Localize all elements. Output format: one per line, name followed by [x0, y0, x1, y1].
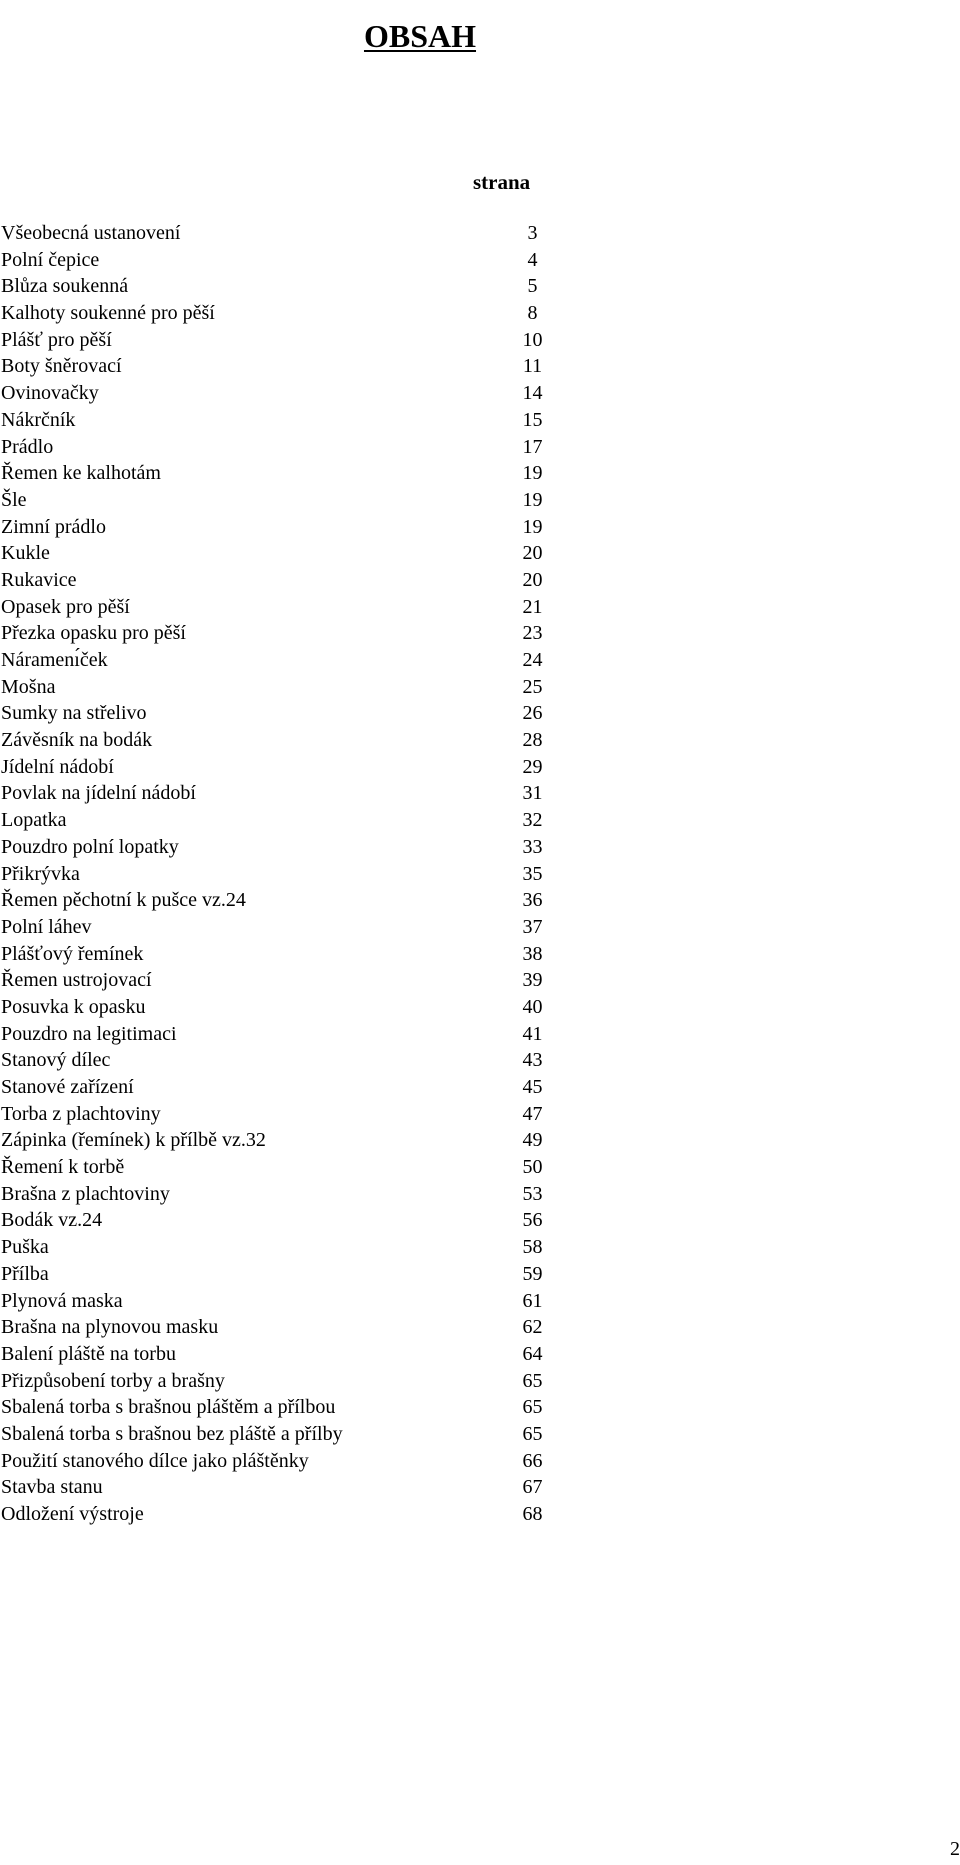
toc-entry-page: 24: [522, 649, 543, 671]
toc-entry-page: 26: [522, 702, 543, 725]
toc-entry-page: 65: [522, 1422, 543, 1445]
toc-entry-title: Zimní prádlo: [1, 515, 106, 538]
toc-entry-title: Mošna: [1, 675, 56, 698]
toc-entry-page: 66: [522, 1449, 543, 1472]
toc-entry-page: 35: [522, 862, 543, 885]
page-title: OBSAH: [363, 18, 477, 55]
toc-entry: [1, 460, 561, 487]
toc-entry: [1, 834, 561, 861]
toc-entry-title: Přílba: [1, 1262, 49, 1285]
toc-entry-page: 64: [522, 1342, 543, 1365]
toc-entry: [1, 727, 561, 754]
toc-entry-title: Posuvka k opasku: [1, 995, 146, 1018]
toc-entry: [1, 1501, 561, 1528]
toc-entry: [1, 247, 561, 274]
toc-entry-page: 19: [522, 462, 543, 485]
toc-entry-title: Stanový dílec: [1, 1049, 111, 1072]
toc-entry-page: 20: [522, 542, 543, 565]
toc-entry-title: Šle: [1, 488, 27, 511]
toc-entry-title: Boty šněrovací: [1, 355, 122, 378]
toc-entry-title: Zápinka (řemínek) k přílbě vz.32: [1, 1129, 266, 1152]
toc-entry: [1, 487, 561, 514]
toc-entry: [1, 1047, 561, 1074]
toc-entry: [1, 994, 561, 1021]
toc-entry: [1, 620, 561, 647]
toc-entry-title: Plynová maska: [1, 1289, 123, 1312]
toc-entry-page: 68: [522, 1503, 543, 1525]
toc-entry: [1, 407, 561, 434]
toc-entry-page: 17: [522, 435, 543, 458]
toc-entry-title: Brašna na plynovou masku: [1, 1316, 219, 1339]
toc-entry-title: Balení pláště na torbu: [1, 1342, 176, 1365]
toc-entry: [1, 1074, 561, 1101]
toc-entry: [1, 967, 561, 994]
toc-entry: [1, 1288, 561, 1315]
toc-entry: [1, 327, 561, 354]
toc-entry-page: 41: [522, 1022, 543, 1045]
toc-entry: [1, 1101, 561, 1128]
toc-entry-page: 23: [522, 622, 543, 645]
toc-entry-page: 31: [522, 782, 543, 805]
toc-entry: [1, 514, 561, 541]
toc-entry: [1, 647, 561, 674]
toc-entry: [1, 914, 561, 941]
toc-entry-title: Stanové zařízení: [1, 1076, 134, 1098]
toc-entry-page: 40: [522, 995, 543, 1018]
toc-entry-page: 20: [522, 568, 543, 591]
toc-entry: [1, 540, 561, 567]
toc-entry-title: Přikrývka: [1, 862, 80, 885]
toc-entry-title: Polní čepice: [1, 248, 100, 271]
toc-entry-title: Prádlo: [1, 435, 54, 458]
toc-entry-title: Torba z plachtoviny: [1, 1102, 161, 1125]
toc-entry: [1, 1127, 561, 1154]
toc-entry-title: Kukle: [1, 542, 50, 565]
toc-entry: [1, 1154, 561, 1181]
toc-entry-title: Polní láhev: [1, 915, 92, 938]
toc-entry-title: Sumky na střelivo: [1, 702, 147, 725]
toc-entry-title: Řemen ustrojovací: [1, 969, 152, 992]
toc-entry-page: 49: [522, 1129, 543, 1152]
toc-entry-title: Přezka opasku pro pěší: [1, 622, 186, 645]
toc-entry: [1, 674, 561, 701]
toc-entry: [1, 807, 561, 834]
toc-entry-page: 39: [522, 969, 543, 992]
toc-entry-page: 65: [522, 1369, 543, 1392]
toc-entry: [1, 594, 561, 621]
toc-entry: [1, 1314, 561, 1341]
toc-entry: [1, 941, 561, 968]
toc-entry-page: 3: [527, 222, 538, 244]
toc-entry-page: 61: [522, 1289, 543, 1312]
toc-entry-title: Jídelní nádobí: [1, 755, 114, 778]
toc-entry: [1, 700, 561, 727]
table-of-contents: [1, 220, 561, 1528]
toc-entry-page: 8: [527, 302, 538, 325]
toc-entry: [1, 780, 561, 807]
toc-entry-title: Kalhoty soukenné pro pěší: [1, 302, 215, 325]
toc-entry-page: 32: [522, 809, 543, 832]
toc-entry-page: 62: [522, 1316, 543, 1339]
toc-entry-title: Ovinovačky: [1, 382, 99, 405]
toc-entry-title: Řemen ke kalhotám: [1, 462, 161, 485]
toc-entry-page: 36: [522, 889, 543, 912]
toc-entry-page: 47: [522, 1102, 543, 1125]
toc-entry-page: 21: [522, 595, 543, 618]
toc-entry: [1, 380, 561, 407]
toc-entry-page: 5: [527, 275, 538, 298]
toc-entry-title: Řemení k torbě: [1, 1156, 125, 1179]
toc-entry-page: 58: [522, 1236, 543, 1259]
toc-entry-page: 50: [522, 1156, 543, 1179]
toc-entry-page: 33: [522, 835, 543, 858]
toc-entry: [1, 273, 561, 300]
toc-entry: [1, 1368, 561, 1395]
toc-entry-title: Sbalená torba s brašnou bez pláště a přílby: [1, 1422, 343, 1445]
toc-entry: [1, 1261, 561, 1288]
toc-entry: [1, 1207, 561, 1234]
toc-entry-page: 28: [522, 729, 543, 752]
toc-entry-page: 59: [522, 1262, 543, 1285]
toc-entry-page: 11: [522, 355, 543, 378]
toc-entry-page: 15: [522, 408, 543, 431]
toc-entry: [1, 434, 561, 461]
toc-entry: [1, 1421, 561, 1448]
page-column-header: strana: [473, 170, 531, 194]
toc-entry: [1, 754, 561, 781]
toc-entry: [1, 1021, 561, 1048]
toc-entry-title: Opasek pro pěší: [1, 595, 130, 618]
toc-entry-title: Všeobecná ustanovení: [1, 222, 181, 244]
toc-entry-title: Závěsník na bodák: [1, 729, 153, 752]
toc-entry-title: Řemen pěchotní k pušce vz.24: [1, 889, 246, 912]
toc-entry-title: Plášť pro pěší: [1, 328, 112, 351]
toc-entry-page: 4: [527, 248, 538, 271]
toc-entry-title: Povlak na jídelní nádobí: [1, 782, 196, 805]
toc-entry-page: 14: [522, 382, 543, 405]
toc-entry-page: 56: [522, 1209, 543, 1232]
toc-entry: [1, 1341, 561, 1368]
toc-entry-title: Pouzdro na legitimaci: [1, 1022, 177, 1045]
toc-entry-page: 65: [522, 1396, 543, 1419]
toc-entry-title: Puška: [1, 1236, 49, 1259]
toc-entry-title: Přizpůsobení torby a brašny: [1, 1369, 225, 1392]
toc-entry: [1, 1234, 561, 1261]
toc-entry-title: Odložení výstroje: [1, 1503, 144, 1525]
toc-entry: [1, 353, 561, 380]
toc-entry-title: Použití stanového dílce jako pláštěnky: [1, 1449, 309, 1472]
toc-entry: [1, 887, 561, 914]
toc-entry-title: Lopatka: [1, 809, 67, 832]
toc-entry-title: Nákrčník: [1, 408, 76, 431]
toc-entry: [1, 567, 561, 594]
toc-entry-page: 37: [522, 915, 543, 938]
toc-entry-page: 25: [522, 675, 543, 698]
toc-entry-page: 43: [522, 1049, 543, 1072]
toc-entry-page: 19: [522, 515, 543, 538]
toc-entry-title: Bodák vz.24: [1, 1209, 103, 1232]
toc-entry-page: 38: [522, 942, 543, 965]
toc-entry-page: 19: [522, 488, 543, 511]
page-number: 2: [950, 1838, 960, 1860]
toc-entry-page: 67: [522, 1476, 543, 1499]
toc-entry-page: 53: [522, 1182, 543, 1205]
toc-entry-title: Sbalená torba s brašnou pláštěm a přílbou: [1, 1396, 336, 1419]
toc-entry-title: Blůza soukenná: [1, 275, 129, 298]
toc-entry-title: Stavba stanu: [1, 1476, 103, 1499]
toc-entry: [1, 1181, 561, 1208]
toc-entry-page: 10: [522, 328, 543, 351]
toc-entry-title: Náramenı́ček: [1, 649, 108, 671]
toc-entry: [1, 1448, 561, 1475]
toc-entry-title: Plášťový řemínek: [1, 942, 144, 965]
toc-entry: [1, 300, 561, 327]
toc-entry-title: Brašna z plachtoviny: [1, 1182, 170, 1205]
toc-entry: [1, 861, 561, 888]
toc-entry: [1, 220, 561, 247]
toc-entry-page: 29: [522, 755, 543, 778]
toc-entry-title: Pouzdro polní lopatky: [1, 835, 179, 858]
toc-entry-title: Rukavice: [1, 568, 77, 591]
toc-entry: [1, 1394, 561, 1421]
toc-entry: [1, 1474, 561, 1501]
toc-entry-page: 45: [522, 1076, 543, 1098]
